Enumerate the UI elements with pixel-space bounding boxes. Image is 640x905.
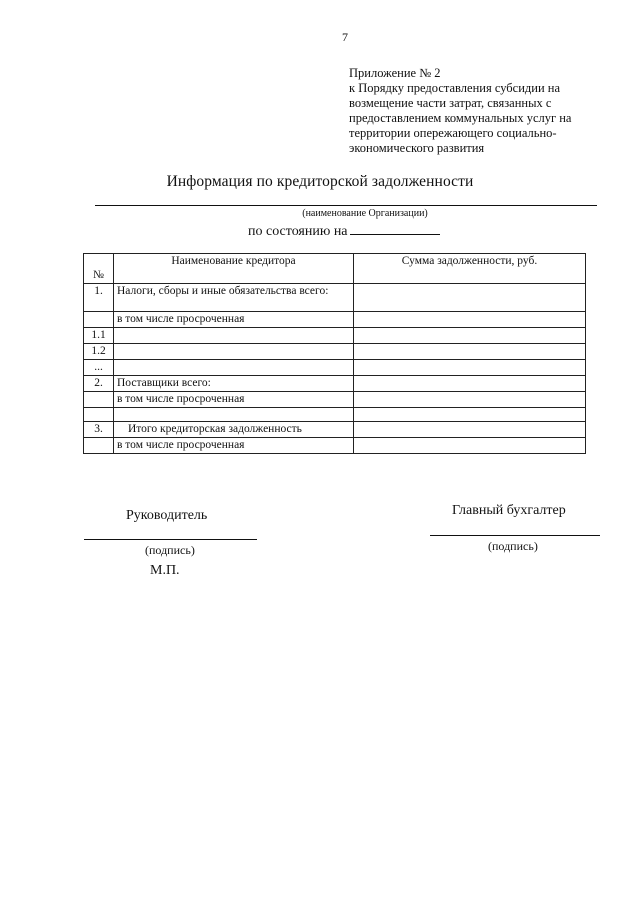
- row-num: 1.2: [84, 344, 114, 360]
- head-signature-line: [84, 539, 257, 540]
- as-of-label: по состоянию на: [248, 224, 348, 239]
- row-sum: [354, 438, 586, 454]
- document-title: Информация по кредиторской задолженности: [166, 173, 474, 190]
- header-num: №: [84, 254, 114, 284]
- row-num: 1.1: [84, 328, 114, 344]
- table-row: [84, 344, 586, 360]
- row-sum: [354, 408, 586, 422]
- row-num: [84, 438, 114, 454]
- appendix-line: территории опережающего социально-: [349, 126, 557, 140]
- appendix-line: Приложение № 2: [349, 66, 441, 80]
- row-num: 3.: [84, 422, 114, 438]
- appendix-line: возмещение части затрат, связанных с: [349, 96, 552, 110]
- appendix-block: [349, 66, 599, 156]
- debt-table: [83, 253, 586, 454]
- row-sum: [354, 392, 586, 408]
- header-name: Наименование кредитора: [114, 254, 354, 284]
- table-row: [84, 284, 586, 312]
- appendix-line: предоставлением коммунальных услуг на: [349, 111, 572, 125]
- page-number: 7: [342, 30, 348, 44]
- row-name: [114, 344, 354, 360]
- row-sum: [354, 360, 586, 376]
- row-name: [114, 328, 354, 344]
- row-sum: [354, 376, 586, 392]
- accountant-signature-title: Главный бухгалтер: [452, 503, 566, 518]
- head-signature-caption: (подпись): [145, 543, 195, 557]
- accountant-signature-line: [430, 535, 600, 536]
- appendix-line: экономического развития: [349, 141, 485, 155]
- row-name: [114, 360, 354, 376]
- table-row: [84, 312, 586, 328]
- row-name: Поставщики всего:: [114, 376, 354, 392]
- organization-name-line: [95, 205, 597, 206]
- header-sum: Сумма задолженности, руб.: [354, 254, 586, 284]
- date-blank-line: [350, 222, 440, 235]
- table-row: [84, 438, 586, 454]
- row-sum: [354, 344, 586, 360]
- stamp-place: М.П.: [150, 563, 180, 578]
- row-name: в том числе просроченная: [114, 392, 354, 408]
- row-name: [114, 408, 354, 422]
- table-row: [84, 360, 586, 376]
- appendix-line: к Порядку предоставления субсидии на: [349, 81, 561, 95]
- row-num: ...: [84, 360, 114, 376]
- row-num: [84, 392, 114, 408]
- table-row: [84, 376, 586, 392]
- row-name: в том числе просроченная: [114, 438, 354, 454]
- table-row: [84, 328, 586, 344]
- row-name: Итого кредиторская задолженность: [114, 422, 354, 438]
- row-name: в том числе просроченная: [114, 312, 354, 328]
- row-sum: [354, 284, 586, 312]
- table-row: [84, 422, 586, 438]
- row-name: Налоги, сборы и иные обязательства всего:: [114, 284, 354, 312]
- row-sum: [354, 328, 586, 344]
- row-sum: [354, 312, 586, 328]
- row-num: [84, 408, 114, 422]
- organization-caption: (наименование Организации): [302, 208, 428, 219]
- row-num: [84, 312, 114, 328]
- as-of-date: [248, 222, 440, 240]
- table-row: [84, 392, 586, 408]
- row-num: 2.: [84, 376, 114, 392]
- table-row: [84, 408, 586, 422]
- accountant-signature-caption: (подпись): [488, 539, 538, 553]
- table-header-row: [84, 254, 586, 284]
- head-signature-title: Руководитель: [126, 508, 208, 523]
- row-num: 1.: [84, 284, 114, 312]
- row-sum: [354, 422, 586, 438]
